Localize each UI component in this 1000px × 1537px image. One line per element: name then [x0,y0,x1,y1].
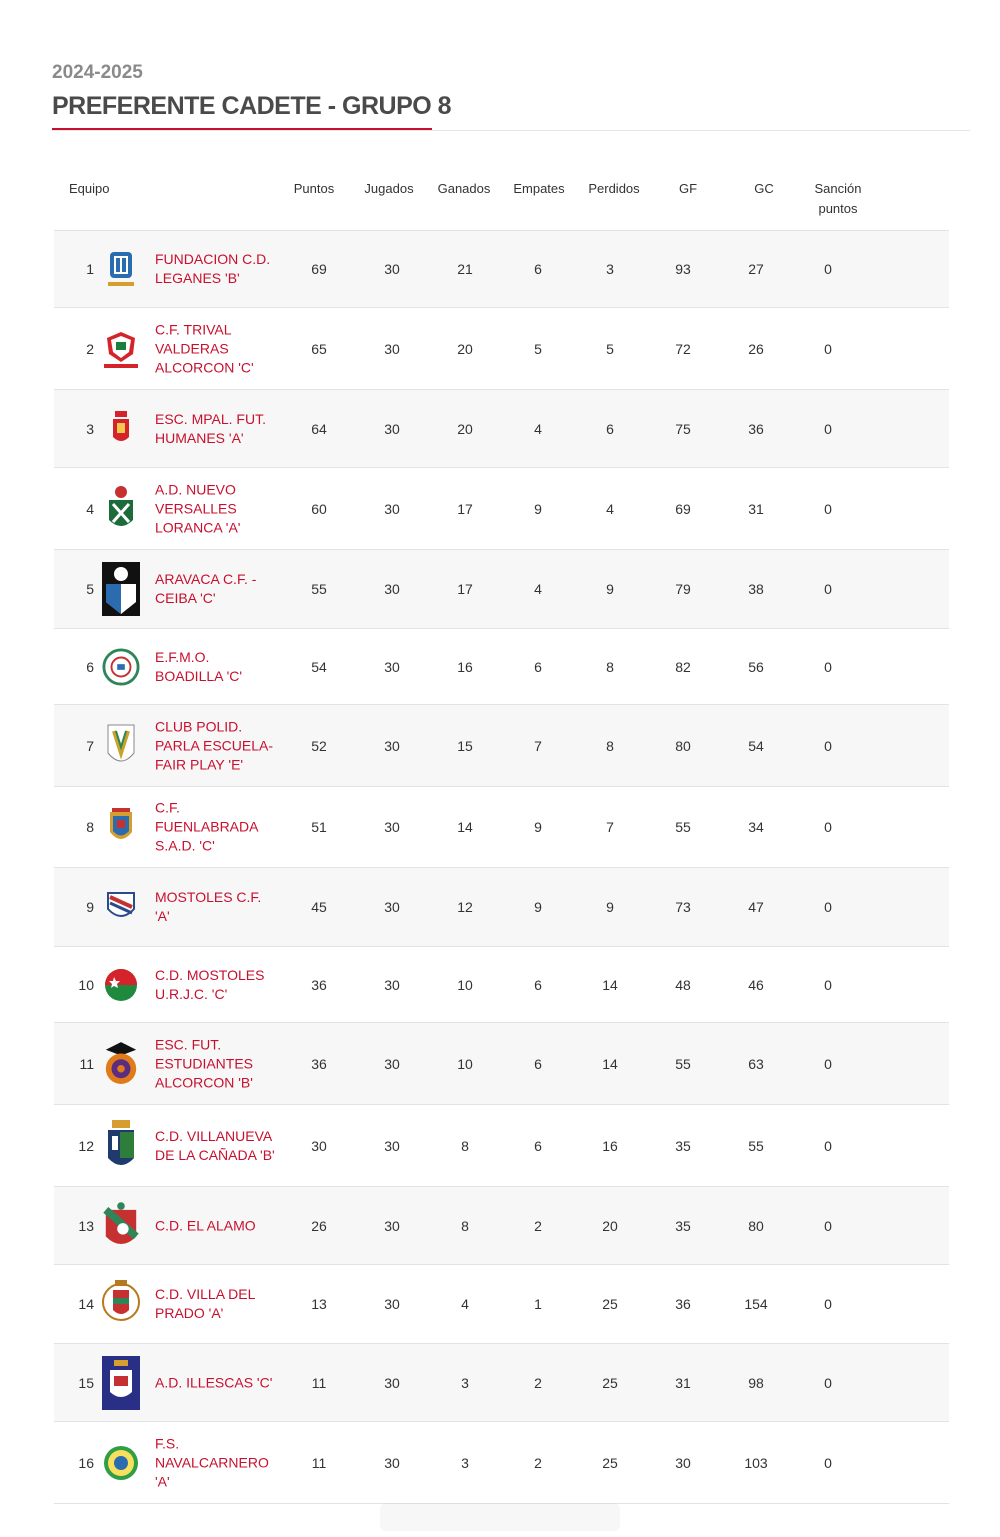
boadilla-crest-icon[interactable] [102,642,140,692]
points-cell: 30 [311,1137,327,1154]
goals-for-cell: 69 [675,500,691,517]
lost-cell: 4 [606,500,614,517]
team-link[interactable]: MOSTOLES C.F. 'A' [155,889,262,924]
table-row [54,1022,949,1104]
points-cell: 64 [311,420,327,437]
lost-cell: 8 [606,658,614,675]
leganes-crest-icon[interactable] [102,244,140,294]
goals-for-cell: 35 [675,1137,691,1154]
table-row [54,946,949,1022]
lost-cell: 14 [602,976,618,993]
table-row [54,307,949,389]
drawn-cell: 9 [534,899,542,915]
position-cell: 14 [78,1296,94,1312]
sanction-cell: 0 [824,420,832,437]
table-body [54,230,949,1504]
won-cell: 3 [461,1374,469,1391]
header-won: Ganados [437,181,491,196]
illescas-crest-icon[interactable] [102,1358,140,1408]
watermark-logo [380,1497,620,1537]
drawn-cell: 1 [534,1296,542,1312]
standings-table [54,164,949,1504]
goals-against-cell: 34 [748,819,764,835]
drawn-cell: 9 [534,819,542,835]
played-cell: 30 [384,1296,400,1312]
goals-against-cell: 47 [748,899,764,915]
header-points: Puntos [293,181,335,196]
drawn-cell: 4 [534,420,542,437]
position-cell: 12 [78,1137,94,1154]
humanes-crest-icon[interactable] [102,404,140,454]
drawn-cell: 9 [534,500,542,517]
sanction-cell: 0 [824,1137,832,1154]
points-cell: 54 [311,658,327,675]
goals-against-cell: 98 [748,1374,764,1391]
header-drawn: Empates [513,181,565,196]
position-cell: 8 [86,819,94,835]
goals-for-cell: 31 [675,1374,691,1391]
table-row [54,867,949,946]
villanueva-crest-icon[interactable] [102,1121,140,1171]
position-cell: 9 [86,899,94,915]
team-link[interactable]: F.S. NAVALCARNERO 'A' [155,1435,269,1489]
goals-against-cell: 63 [748,1055,764,1072]
played-cell: 30 [384,581,400,597]
goals-for-cell: 30 [675,1454,691,1471]
table-row [54,230,949,307]
sanction-cell: 0 [824,581,832,597]
won-cell: 10 [457,976,473,993]
drawn-cell: 6 [534,1055,542,1072]
goals-against-cell: 56 [748,658,764,675]
played-cell: 30 [384,976,400,993]
points-cell: 36 [311,1055,327,1072]
won-cell: 8 [461,1137,469,1154]
header-played: Jugados [364,181,414,196]
lost-cell: 25 [602,1296,618,1312]
sanction-cell: 0 [824,737,832,754]
estudiantes-crest-icon[interactable] [102,1039,140,1089]
won-cell: 12 [457,899,473,915]
goals-for-cell: 55 [675,1055,691,1072]
sanction-cell: 0 [824,658,832,675]
sanction-cell: 0 [824,899,832,915]
position-cell: 16 [78,1454,94,1471]
goals-for-cell: 73 [675,899,691,915]
played-cell: 30 [384,1454,400,1471]
played-cell: 30 [384,420,400,437]
navalcarnero-crest-icon[interactable] [102,1438,140,1488]
played-cell: 30 [384,500,400,517]
lost-cell: 6 [606,420,614,437]
team-link[interactable]: ESC. FUT. ESTUDIANTES ALCORCON 'B' [155,1036,254,1090]
played-cell: 30 [384,1055,400,1072]
header-goals-against: GC [754,181,774,196]
header-team: Equipo [69,181,110,196]
table-row [54,1104,949,1186]
position-cell: 13 [78,1217,94,1234]
lost-cell: 25 [602,1374,618,1391]
points-cell: 26 [311,1217,327,1234]
goals-against-cell: 54 [748,737,764,754]
points-cell: 55 [311,581,327,597]
position-cell: 11 [79,1055,94,1072]
won-cell: 10 [457,1055,473,1072]
mostoles-cf-crest-icon[interactable] [102,882,140,932]
position-cell: 1 [86,261,94,277]
goals-against-cell: 31 [748,500,764,517]
table-header [54,164,949,230]
goals-for-cell: 35 [675,1217,691,1234]
team-link[interactable]: FUNDACION C.D. LEGANES 'B' [155,251,271,286]
won-cell: 14 [457,819,473,835]
played-cell: 30 [384,1137,400,1154]
drawn-cell: 6 [534,658,542,675]
sanction-cell: 0 [824,1374,832,1391]
table-row [54,704,949,786]
goals-for-cell: 72 [675,340,691,357]
points-cell: 11 [311,1374,327,1391]
sanction-cell: 0 [824,1055,832,1072]
parla-crest-icon[interactable] [102,721,140,771]
mostoles-urjc-crest-icon[interactable] [102,960,140,1010]
played-cell: 30 [384,1374,400,1391]
table-row [54,1343,949,1421]
position-cell: 15 [78,1374,94,1391]
won-cell: 4 [461,1296,469,1312]
position-cell: 3 [86,420,94,437]
position-cell: 4 [86,500,94,517]
played-cell: 30 [384,1217,400,1234]
goals-against-cell: 26 [748,340,764,357]
goals-for-cell: 75 [675,420,691,437]
won-cell: 3 [461,1454,469,1471]
won-cell: 21 [457,261,473,277]
goals-for-cell: 36 [675,1296,691,1312]
position-cell: 5 [86,581,94,597]
lost-cell: 8 [606,737,614,754]
header-lost: Perdidos [588,181,640,196]
trival-valderas-crest-icon[interactable] [102,324,140,374]
goals-for-cell: 80 [675,737,691,754]
lost-cell: 25 [602,1454,618,1471]
team-link[interactable]: ARAVACA C.F. - CEIBA 'C' [155,571,257,606]
won-cell: 17 [457,500,473,517]
team-link[interactable]: C.D. MOSTOLES U.R.J.C. 'C' [155,966,265,1002]
table-row [54,786,949,867]
page-title: PREFERENTE CADETE - GRUPO 8 [52,92,452,120]
points-cell: 13 [311,1296,327,1312]
points-cell: 52 [311,737,327,754]
points-cell: 45 [311,899,327,915]
team-link[interactable]: E.F.M.O. BOADILLA 'C' [155,648,243,684]
team-link[interactable]: CLUB POLID. PARLA ESCUELA-FAIR PLAY 'E' [155,718,274,772]
goals-against-cell: 80 [748,1217,764,1234]
points-cell: 11 [311,1454,327,1471]
lost-cell: 16 [602,1137,618,1154]
team-link[interactable]: C.F. FUENLABRADA S.A.D. 'C' [155,799,258,854]
sanction-cell: 0 [824,819,832,835]
lost-cell: 20 [602,1217,618,1234]
lost-cell: 7 [606,819,614,835]
team-link[interactable]: A.D. NUEVO VERSALLES LORANCA 'A' [155,481,241,535]
drawn-cell: 2 [534,1454,542,1471]
team-link[interactable]: C.D. VILLANUEVA DE LA CAÑADA 'B' [155,1127,275,1163]
goals-for-cell: 79 [675,581,691,597]
points-cell: 65 [311,340,327,357]
drawn-cell: 7 [534,737,542,754]
fuenlabrada-crest-icon[interactable] [102,802,140,852]
goals-for-cell: 93 [675,261,691,277]
position-cell: 10 [78,976,94,993]
played-cell: 30 [384,261,400,277]
lost-cell: 5 [606,340,614,357]
nuevo-versalles-crest-icon[interactable] [102,484,140,534]
aravaca-crest-icon[interactable] [102,564,140,614]
table-row [54,628,949,704]
sanction-cell: 0 [824,1296,832,1312]
el-alamo-crest-icon[interactable] [102,1201,140,1251]
goals-for-cell: 82 [675,658,691,675]
drawn-cell: 5 [534,340,542,357]
won-cell: 15 [457,737,473,754]
title-divider [52,130,970,131]
team-link[interactable]: ESC. MPAL. FUT. HUMANES 'A' [155,410,266,446]
table-row [54,467,949,549]
points-cell: 69 [311,261,327,277]
table-row [54,1264,949,1343]
goals-against-cell: 36 [748,420,764,437]
won-cell: 20 [457,340,473,357]
played-cell: 30 [384,340,400,357]
played-cell: 30 [384,737,400,754]
position-cell: 6 [86,658,94,675]
points-cell: 60 [311,500,327,517]
sanction-cell: 0 [824,500,832,517]
drawn-cell: 6 [534,1137,542,1154]
lost-cell: 9 [606,899,614,915]
drawn-cell: 2 [534,1374,542,1391]
points-cell: 51 [311,819,327,835]
drawn-cell: 2 [534,1217,542,1234]
sanction-cell: 0 [824,1217,832,1234]
drawn-cell: 4 [534,581,542,597]
table-row [54,549,949,628]
lost-cell: 14 [602,1055,618,1072]
season-label: 2024-2025 [52,62,143,83]
played-cell: 30 [384,658,400,675]
sanction-cell: 0 [824,1454,832,1471]
goals-for-cell: 55 [675,819,691,835]
goals-against-cell: 46 [748,976,764,993]
won-cell: 8 [461,1217,469,1234]
sanction-cell: 0 [824,261,832,277]
played-cell: 30 [384,899,400,915]
table-row [54,389,949,467]
won-cell: 20 [457,420,473,437]
drawn-cell: 6 [534,261,542,277]
team-link[interactable]: A.D. ILLESCAS 'C' [155,1374,273,1390]
goals-against-cell: 154 [744,1296,768,1312]
played-cell: 30 [384,819,400,835]
position-cell: 7 [86,737,94,754]
table-row [54,1421,949,1503]
sanction-cell: 0 [824,976,832,993]
team-link[interactable]: C.F. TRIVAL VALDERAS ALCORCON 'C' [155,321,254,375]
goals-against-cell: 27 [748,261,764,277]
drawn-cell: 6 [534,976,542,993]
header-goals-for: GF [678,181,698,196]
lost-cell: 3 [606,261,614,277]
header-points-sanction: Sanción puntos [814,181,862,216]
goals-against-cell: 103 [744,1454,768,1471]
goals-against-cell: 55 [748,1137,764,1154]
goals-for-cell: 48 [675,976,691,993]
goals-against-cell: 38 [748,581,764,597]
team-link[interactable]: C.D. VILLA DEL PRADO 'A' [155,1286,255,1321]
table-row [54,1186,949,1264]
team-link[interactable]: C.D. EL ALAMO [155,1217,256,1233]
won-cell: 17 [457,581,473,597]
won-cell: 16 [457,658,473,675]
lost-cell: 9 [606,581,614,597]
points-cell: 36 [311,976,327,993]
villa-del-prado-crest-icon[interactable] [102,1279,140,1329]
position-cell: 2 [86,340,94,357]
sanction-cell: 0 [824,340,832,357]
